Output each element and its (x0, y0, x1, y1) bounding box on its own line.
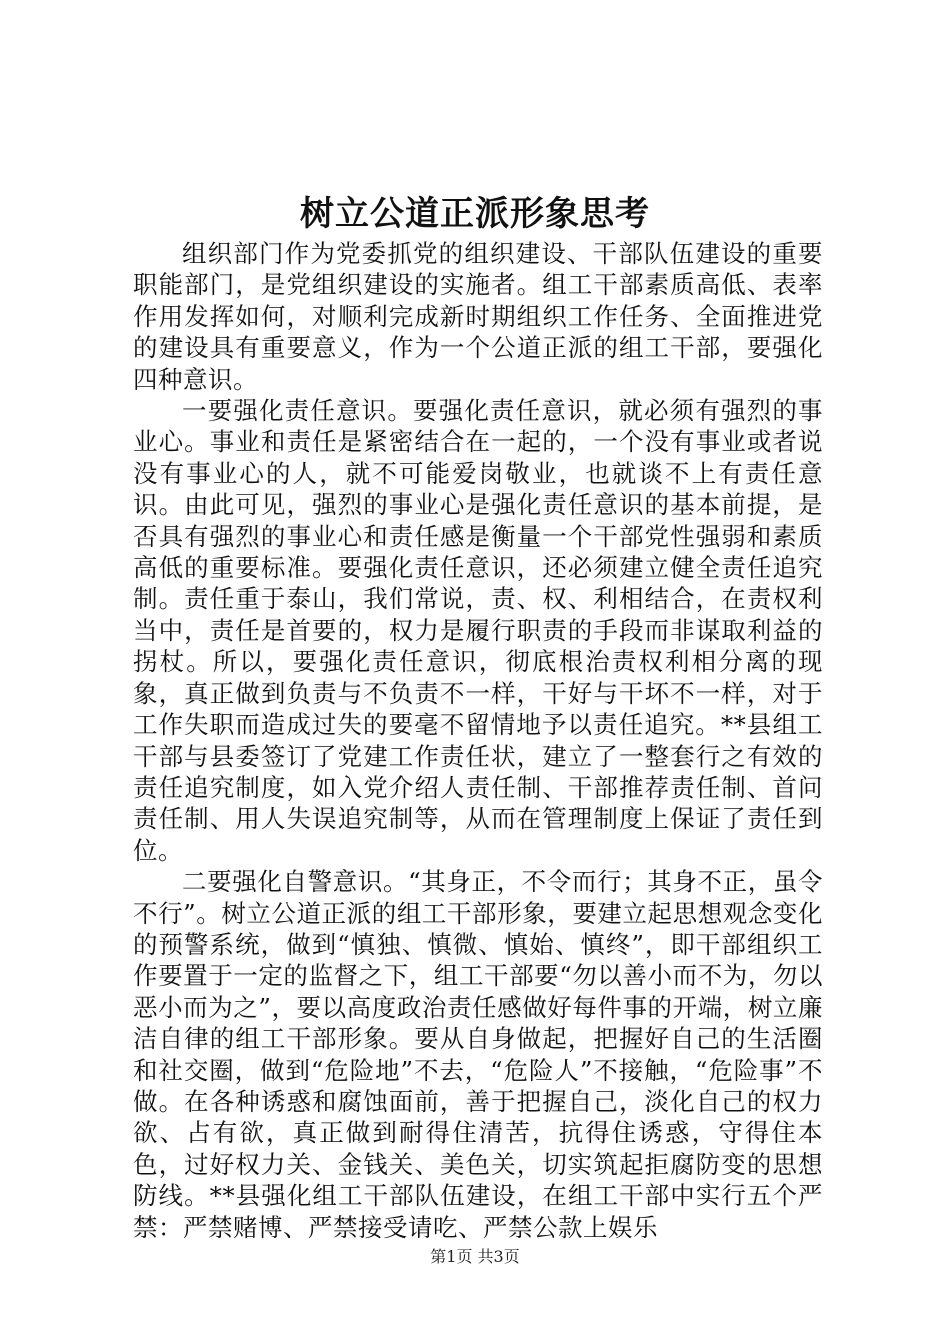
paragraph-intro: 组织部门作为党委抓党的组织建设、干部队伍建设的重要职能部门，是党组织建设的实施者。组工干部素质高低、表率作用发挥如何，对顺利完成新时期组织工作任务、全面推进党的建设具有重要意义，作为一个公道正派的组工干部，要强化四种意识。 (133, 239, 823, 394)
page-number-footer: 第1页 共3页 (430, 1247, 520, 1266)
paragraph-responsibility: 一要强化责任意识。要强化责任意识，就必须有强烈的事业心。事业和责任是紧密结合在一起的，一个没有事业或者说没有事业心的人，就不可能爱岗敬业，也就谈不上有责任意识。由此可见，强烈的事业心是强化责任意识的基本前提，是否具有强烈的事业心和责任感是衡量一个干部党性强弱和素质高低的重要标准。要强化责任意识，还必须建立健全责任追究制。责任重于泰山，我们常说，责、权、利相结合，在责权利当中，责任是首要的，权力是履行职责的手段而非谋取利益的拐杖。所以，要强化责任意识，彻底根治责权利相分离的现象，真正做到负责与不负责不一样，干好与干坏不一样，对于工作失职而造成过失的要毫不留情地予以责任追究。**县组工干部与县委签订了党建工作责任状，建立了一整套行之有效的责任追究制度，如入党介绍人责任制、干部推荐责任制、首问责任制、用人失误追究制等，从而在管理制度上保证了责任到位。 (133, 396, 823, 865)
paragraph-self-alert: 二要强化自警意识。“其身正，不令而行；其身不正，虽令不行”。树立公道正派的组工干部形象，要建立起思想观念变化的预警系统，做到“慎独、慎微、慎始、慎终”，即干部组织工作要置于一定的监督之下，组工干部要“勿以善小而不为，勿以恶小而为之”，要以高度政治责任感做好每件事的开端，树立廉洁自律的组工干部形象。要从自身做起，把握好自己的生活圈和社交圈，做到“危险地”不去，“危险人”不接触，“危险事”不做。在各种诱惑和腐蚀面前，善于把握自己，淡化自己的权力欲、占有欲，真正做到耐得住清苦，抗得住诱惑，守得住本色，过好权力关、金钱关、美色关，切实筑起拒腐防变的思想防线。**县强化组工干部队伍建设，在组工干部中实行五个严禁：严禁赌博、严禁接受请吃、严禁公款上娱乐 (133, 867, 823, 1242)
document-title: 树立公道正派形象思考 (300, 194, 650, 234)
document-body (133, 238, 823, 1243)
